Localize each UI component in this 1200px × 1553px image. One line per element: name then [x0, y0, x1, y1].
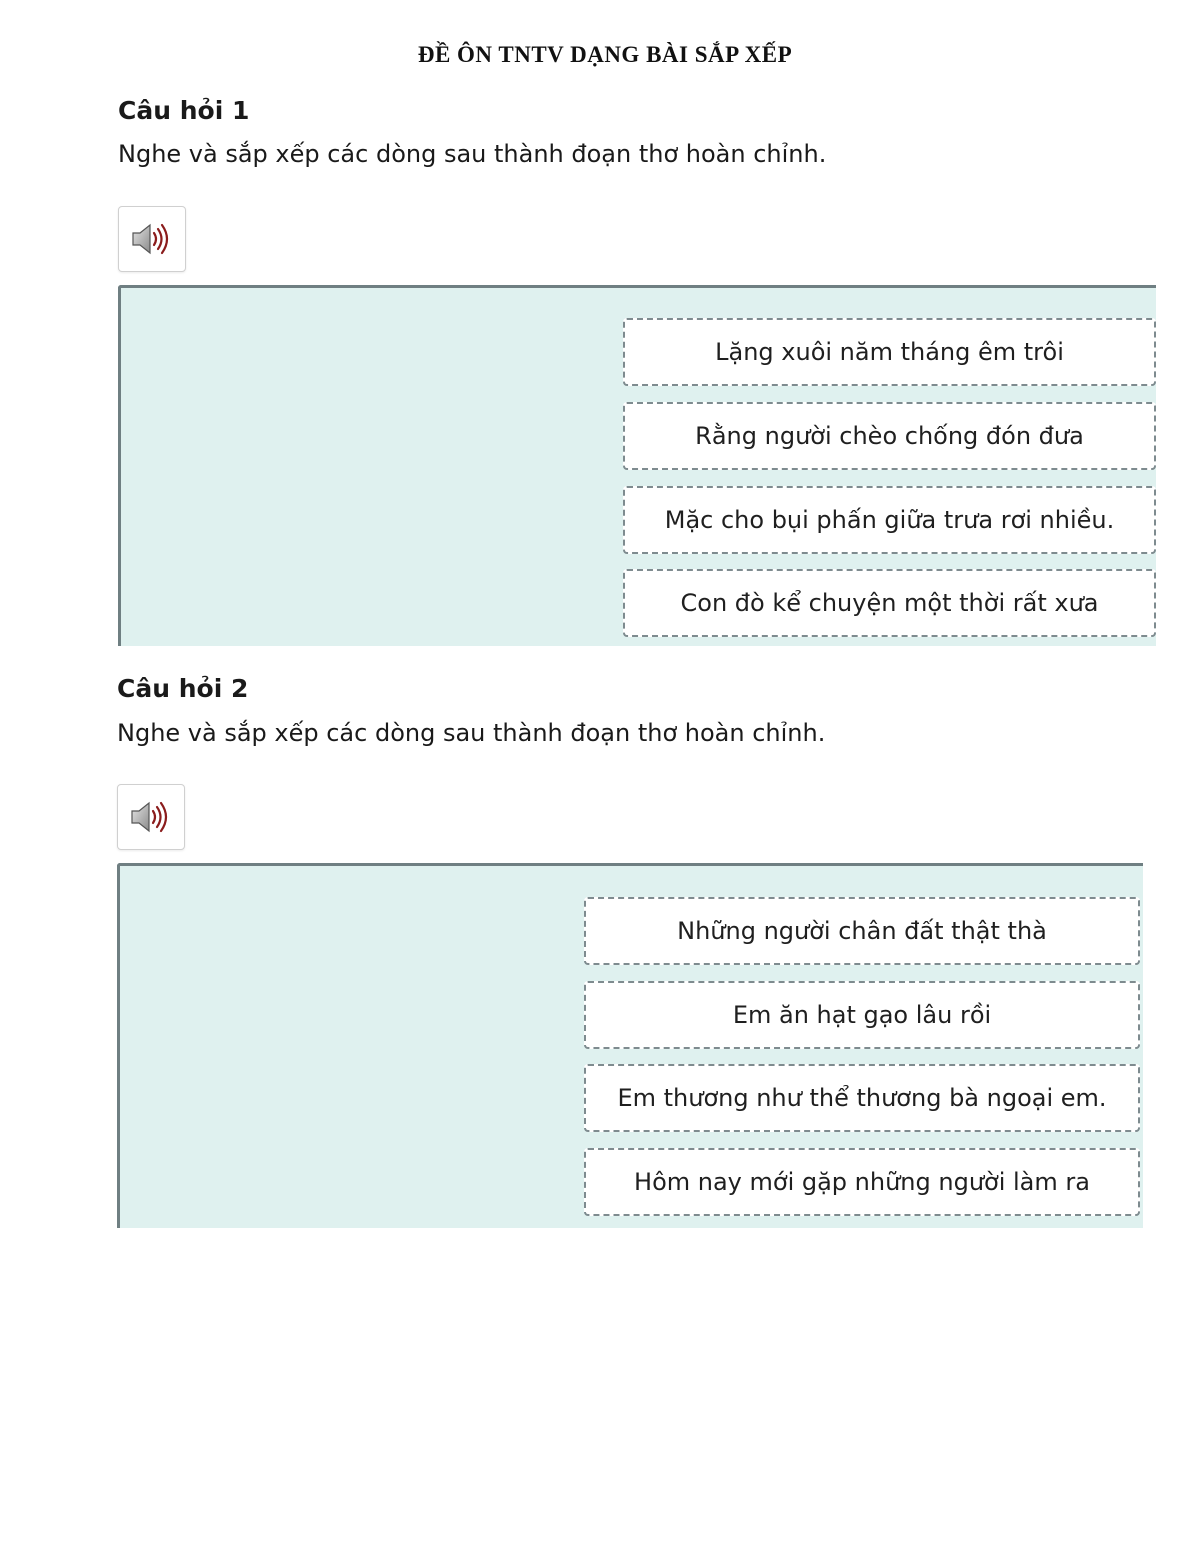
poem-line-tile[interactable]: Mặc cho bụi phấn giữa trưa rơi nhiều. — [623, 486, 1156, 554]
play-audio-button[interactable] — [117, 784, 185, 850]
poem-line-tile[interactable]: Em ăn hạt gạo lâu rồi — [584, 981, 1140, 1049]
speaker-icon — [130, 221, 174, 257]
poem-line-tile[interactable]: Rằng người chèo chống đón đưa — [623, 402, 1156, 470]
answer-drop-area[interactable] — [117, 863, 1143, 1228]
poem-line-tile[interactable]: Lặng xuôi năm tháng êm trôi — [623, 318, 1156, 386]
question-instruction: Nghe và sắp xếp các dòng sau thành đoạn thơ hoàn chỉnh. — [117, 719, 826, 747]
play-audio-button[interactable] — [118, 206, 186, 272]
poem-line-tile[interactable]: Hôm nay mới gặp những người làm ra — [584, 1148, 1140, 1216]
question-heading: Câu hỏi 2 — [117, 674, 249, 703]
page-title: ĐỀ ÔN TNTV DẠNG BÀI SẮP XẾP — [417, 42, 793, 67]
poem-line-tile[interactable]: Con đò kể chuyện một thời rất xưa — [623, 569, 1156, 637]
question-instruction: Nghe và sắp xếp các dòng sau thành đoạn thơ hoàn chỉnh. — [118, 140, 827, 168]
poem-line-tile[interactable]: Em thương như thể thương bà ngoại em. — [584, 1064, 1140, 1132]
answer-drop-area[interactable] — [118, 285, 1156, 646]
question-heading: Câu hỏi 1 — [118, 96, 250, 125]
poem-line-tile[interactable]: Những người chân đất thật thà — [584, 897, 1140, 965]
speaker-icon — [129, 799, 173, 835]
